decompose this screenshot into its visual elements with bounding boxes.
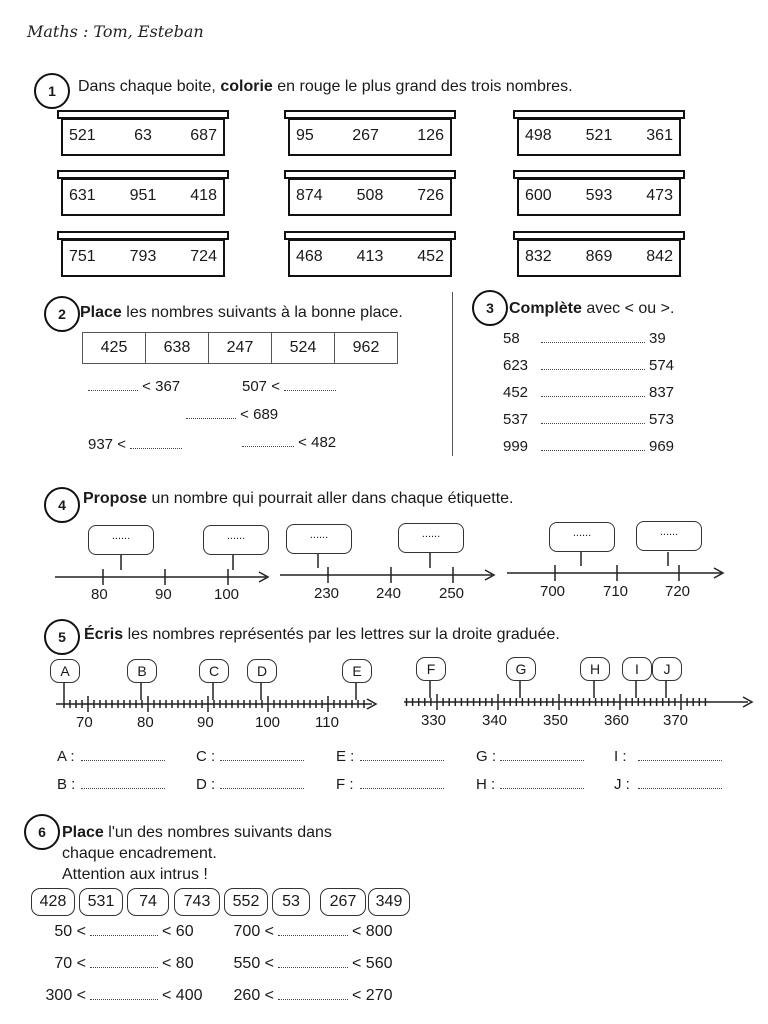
box-number[interactable]: 95 xyxy=(296,127,314,144)
number-box xyxy=(288,178,452,216)
instruction-bold: colorie xyxy=(220,78,273,95)
point-label: I xyxy=(622,657,652,681)
left-number: 452 xyxy=(503,384,529,401)
point-label: F xyxy=(416,657,446,681)
box-values xyxy=(296,248,444,266)
answer-blank[interactable] xyxy=(186,418,236,419)
number-chip[interactable]: 267 xyxy=(320,888,366,916)
box-number[interactable]: 521 xyxy=(69,127,96,144)
number-box xyxy=(517,239,681,277)
box-number[interactable]: 951 xyxy=(129,187,157,204)
point-label: D xyxy=(247,659,277,683)
instruction-text: chaque encadrement. xyxy=(62,845,217,862)
compare-line xyxy=(88,436,182,453)
compare-text: 937 < xyxy=(88,436,126,453)
box-lid xyxy=(57,110,229,119)
box-lid xyxy=(513,110,685,119)
answer-blank[interactable] xyxy=(500,788,584,789)
compare-row xyxy=(503,411,677,428)
instruction-bold: Place xyxy=(80,304,122,321)
point-label: E xyxy=(342,659,372,683)
answer-blank[interactable] xyxy=(242,446,294,447)
range-start: 50 < xyxy=(54,923,86,940)
number-chip[interactable]: 74 xyxy=(127,888,169,916)
compare-text: < 367 xyxy=(142,378,181,395)
tick-label: 80 xyxy=(91,586,108,603)
answer-blank[interactable] xyxy=(500,760,584,761)
tick-label: 250 xyxy=(439,585,465,602)
box-lid xyxy=(57,231,229,240)
box-lid xyxy=(57,170,229,179)
number-chip[interactable]: 531 xyxy=(79,888,123,916)
exercise-number-3: 3 xyxy=(472,290,508,326)
answer-blank[interactable] xyxy=(638,760,722,761)
box-lid xyxy=(284,110,456,119)
exercise-number-6: 6 xyxy=(24,814,60,850)
instruction-text: les nombres suivants à la bonne place. xyxy=(121,304,403,321)
box-number[interactable]: 593 xyxy=(585,187,613,204)
point-label: H xyxy=(580,657,610,681)
right-number: 39 xyxy=(649,330,666,347)
box-number[interactable]: 687 xyxy=(190,127,217,144)
number-box xyxy=(61,118,225,156)
range-start: 700 < xyxy=(233,923,274,940)
tick-label: 70 xyxy=(76,714,93,731)
answer-letter: J : xyxy=(614,776,630,793)
point-label: B xyxy=(127,659,157,683)
range-row xyxy=(36,987,202,1005)
answer-letter: G : xyxy=(476,748,497,765)
instruction-text: avec < ou >. xyxy=(581,300,675,317)
range-row xyxy=(36,923,194,941)
box-values xyxy=(296,127,444,145)
answer-blank[interactable] xyxy=(130,448,182,449)
header-names: Maths : Tom, Esteban xyxy=(27,22,204,41)
answer-letter: D : xyxy=(196,776,216,793)
answer-blank[interactable] xyxy=(284,390,336,391)
box-number[interactable]: 473 xyxy=(646,187,673,204)
box-number[interactable]: 361 xyxy=(646,127,673,144)
range-end: < 60 xyxy=(162,923,194,940)
answer-blank[interactable] xyxy=(88,390,138,391)
answer-blank[interactable] xyxy=(541,396,645,397)
right-number: 837 xyxy=(649,384,675,401)
tick-label: 110 xyxy=(315,714,339,731)
number-box xyxy=(288,239,452,277)
left-number: 623 xyxy=(503,357,529,374)
box-number[interactable]: 832 xyxy=(525,248,552,265)
box-lid xyxy=(284,170,456,179)
answer-row xyxy=(476,776,584,793)
range-start: 300 < xyxy=(45,987,86,1004)
table-cell: 247 xyxy=(209,333,272,364)
answer-blank[interactable] xyxy=(638,788,722,789)
point-label: A xyxy=(50,659,80,683)
exercise-number-2: 2 xyxy=(44,296,80,332)
box-values xyxy=(69,248,217,266)
exercise-number-4: 4 xyxy=(44,487,80,523)
range-start: 260 < xyxy=(233,987,274,1004)
box-number[interactable]: 418 xyxy=(190,187,217,204)
point-label: C xyxy=(199,659,229,683)
exercise-6-instruction xyxy=(62,822,332,885)
table-cell: 638 xyxy=(146,333,209,364)
answer-blank[interactable] xyxy=(278,935,348,936)
box-values xyxy=(69,187,217,205)
exercise-2-instruction xyxy=(80,304,403,322)
box-number[interactable]: 267 xyxy=(352,127,379,144)
box-values xyxy=(525,248,673,266)
right-number: 574 xyxy=(649,357,675,374)
box-number[interactable]: 413 xyxy=(356,248,384,265)
box-lid xyxy=(284,231,456,240)
box-number[interactable]: 724 xyxy=(190,248,217,265)
range-end: < 400 xyxy=(162,987,203,1004)
left-number: 999 xyxy=(503,438,529,455)
column-divider xyxy=(452,292,453,456)
tick-label: 700 xyxy=(540,583,566,600)
compare-row xyxy=(503,330,677,347)
answer-tag[interactable]: ...... xyxy=(88,525,154,555)
number-box xyxy=(61,178,225,216)
exercise-4-instruction xyxy=(83,490,513,508)
number-chip[interactable]: 53 xyxy=(272,888,310,916)
answer-row xyxy=(196,748,304,765)
instruction-text: l'un des nombres suivants dans xyxy=(103,824,332,841)
tick-label: 100 xyxy=(214,586,240,603)
compare-line xyxy=(88,378,180,395)
answer-blank[interactable] xyxy=(541,450,645,451)
instruction-bold: Écris xyxy=(84,626,124,643)
point-label: G xyxy=(506,657,536,681)
answer-blank[interactable] xyxy=(81,760,165,761)
range-row xyxy=(224,923,392,941)
tick-label: 720 xyxy=(665,583,691,600)
box-number[interactable]: 842 xyxy=(646,248,673,265)
tick-label: 100 xyxy=(255,714,281,731)
instruction-bold: Propose xyxy=(83,490,148,507)
answer-blank[interactable] xyxy=(90,935,158,936)
box-values xyxy=(525,187,673,205)
answer-blank[interactable] xyxy=(360,788,444,789)
answer-row xyxy=(196,776,304,793)
answer-letter: A : xyxy=(57,748,75,765)
tick-label: 230 xyxy=(314,585,340,602)
range-end: < 80 xyxy=(162,955,194,972)
answer-letter: B : xyxy=(57,776,76,793)
answer-blank[interactable] xyxy=(90,999,158,1000)
table-cell: 962 xyxy=(335,333,398,364)
instruction-bold: Complète xyxy=(509,300,582,317)
tick-label: 710 xyxy=(603,583,629,600)
answer-row xyxy=(57,748,165,765)
box-number[interactable]: 751 xyxy=(69,248,96,265)
box-values xyxy=(296,187,444,205)
table-cell: 425 xyxy=(83,333,146,364)
answer-blank[interactable] xyxy=(541,369,645,370)
answer-letter: F : xyxy=(336,776,354,793)
answer-row xyxy=(476,748,584,765)
box-number[interactable]: 498 xyxy=(525,127,552,144)
answer-blank[interactable] xyxy=(81,788,165,789)
number-chip[interactable]: 428 xyxy=(31,888,75,916)
answer-blank[interactable] xyxy=(278,967,348,968)
answer-row xyxy=(57,776,165,793)
range-start: 70 < xyxy=(54,955,86,972)
exercise-5-instruction xyxy=(84,626,560,644)
number-lines-ex5 xyxy=(0,680,768,720)
right-number: 573 xyxy=(649,411,675,428)
compare-text: 507 < xyxy=(242,378,280,395)
box-number[interactable]: 793 xyxy=(129,248,157,265)
box-values xyxy=(525,127,673,145)
compare-line xyxy=(242,378,336,395)
compare-line xyxy=(186,406,278,423)
answer-row xyxy=(614,748,722,765)
compare-row xyxy=(503,384,677,401)
answer-tag[interactable]: ...... xyxy=(286,524,352,554)
instruction-text: Dans chaque boite, xyxy=(78,78,221,95)
box-number[interactable]: 600 xyxy=(525,187,552,204)
number-chip[interactable]: 552 xyxy=(224,888,268,916)
answer-tag[interactable]: ...... xyxy=(398,523,464,553)
box-number[interactable]: 126 xyxy=(417,127,444,144)
numbers-table xyxy=(82,332,398,364)
answer-blank[interactable] xyxy=(220,788,304,789)
box-number[interactable]: 521 xyxy=(585,127,613,144)
box-values xyxy=(69,127,217,145)
answer-row xyxy=(336,776,444,793)
compare-line xyxy=(242,434,336,451)
instruction-text: un nombre qui pourrait aller dans chaque étiquette. xyxy=(147,490,514,507)
point-label: J xyxy=(652,657,682,681)
answer-blank[interactable] xyxy=(541,342,645,343)
answer-row xyxy=(614,776,722,793)
box-number[interactable]: 508 xyxy=(356,187,384,204)
exercise-1-instruction xyxy=(78,78,573,96)
range-row xyxy=(224,987,392,1005)
range-row xyxy=(36,955,194,973)
range-start: 550 < xyxy=(233,955,274,972)
answer-letter: E : xyxy=(336,748,355,765)
answer-blank[interactable] xyxy=(278,999,348,1000)
range-end: < 560 xyxy=(352,955,393,972)
instruction-text: Attention aux intrus ! xyxy=(62,866,208,883)
range-row xyxy=(224,955,392,973)
box-number[interactable]: 63 xyxy=(134,127,152,144)
table-cell: 524 xyxy=(272,333,335,364)
answer-blank[interactable] xyxy=(220,760,304,761)
exercise-number-5: 5 xyxy=(44,619,80,655)
number-box xyxy=(288,118,452,156)
compare-row xyxy=(503,438,677,455)
answer-tag[interactable]: ...... xyxy=(549,522,615,552)
answer-letter: H : xyxy=(476,776,496,793)
number-chip[interactable]: 349 xyxy=(368,888,410,916)
compare-text: < 689 xyxy=(240,406,279,423)
tick-label: 350 xyxy=(543,712,569,729)
tick-label: 360 xyxy=(604,712,630,729)
answer-letter: C : xyxy=(196,748,216,765)
box-number[interactable]: 452 xyxy=(417,248,444,265)
tick-label: 80 xyxy=(137,714,154,731)
tick-label: 240 xyxy=(376,585,402,602)
compare-row xyxy=(503,357,677,374)
number-box xyxy=(61,239,225,277)
answer-blank[interactable] xyxy=(541,423,645,424)
right-number: 969 xyxy=(649,438,675,455)
tick-label: 340 xyxy=(482,712,508,729)
answer-tag[interactable]: ...... xyxy=(636,521,702,551)
box-number[interactable]: 468 xyxy=(296,248,323,265)
answer-letter: I : xyxy=(614,748,627,765)
number-chip[interactable]: 743 xyxy=(174,888,220,916)
range-end: < 270 xyxy=(352,987,393,1004)
tick-label: 370 xyxy=(663,712,689,729)
answer-tag[interactable]: ...... xyxy=(203,525,269,555)
box-lid xyxy=(513,231,685,240)
number-box xyxy=(517,118,681,156)
answer-row xyxy=(336,748,444,765)
answer-blank[interactable] xyxy=(360,760,444,761)
answer-blank[interactable] xyxy=(90,967,158,968)
number-box xyxy=(517,178,681,216)
instruction-text: en rouge le plus grand des trois nombres. xyxy=(272,78,573,95)
compare-text: < 482 xyxy=(298,434,337,451)
box-number[interactable]: 726 xyxy=(417,187,444,204)
exercise-number-1: 1 xyxy=(34,73,70,109)
left-number: 537 xyxy=(503,411,529,428)
exercise-3-instruction xyxy=(509,300,674,318)
instruction-bold: Place xyxy=(62,824,104,841)
box-lid xyxy=(513,170,685,179)
left-number: 58 xyxy=(503,330,520,347)
tick-label: 330 xyxy=(421,712,447,729)
range-end: < 800 xyxy=(352,923,393,940)
tick-label: 90 xyxy=(197,714,214,731)
tick-label: 90 xyxy=(155,586,172,603)
instruction-text: les nombres représentés par les lettres sur la droite graduée. xyxy=(123,626,560,643)
box-number[interactable]: 874 xyxy=(296,187,323,204)
box-number[interactable]: 631 xyxy=(69,187,96,204)
box-number[interactable]: 869 xyxy=(585,248,613,265)
